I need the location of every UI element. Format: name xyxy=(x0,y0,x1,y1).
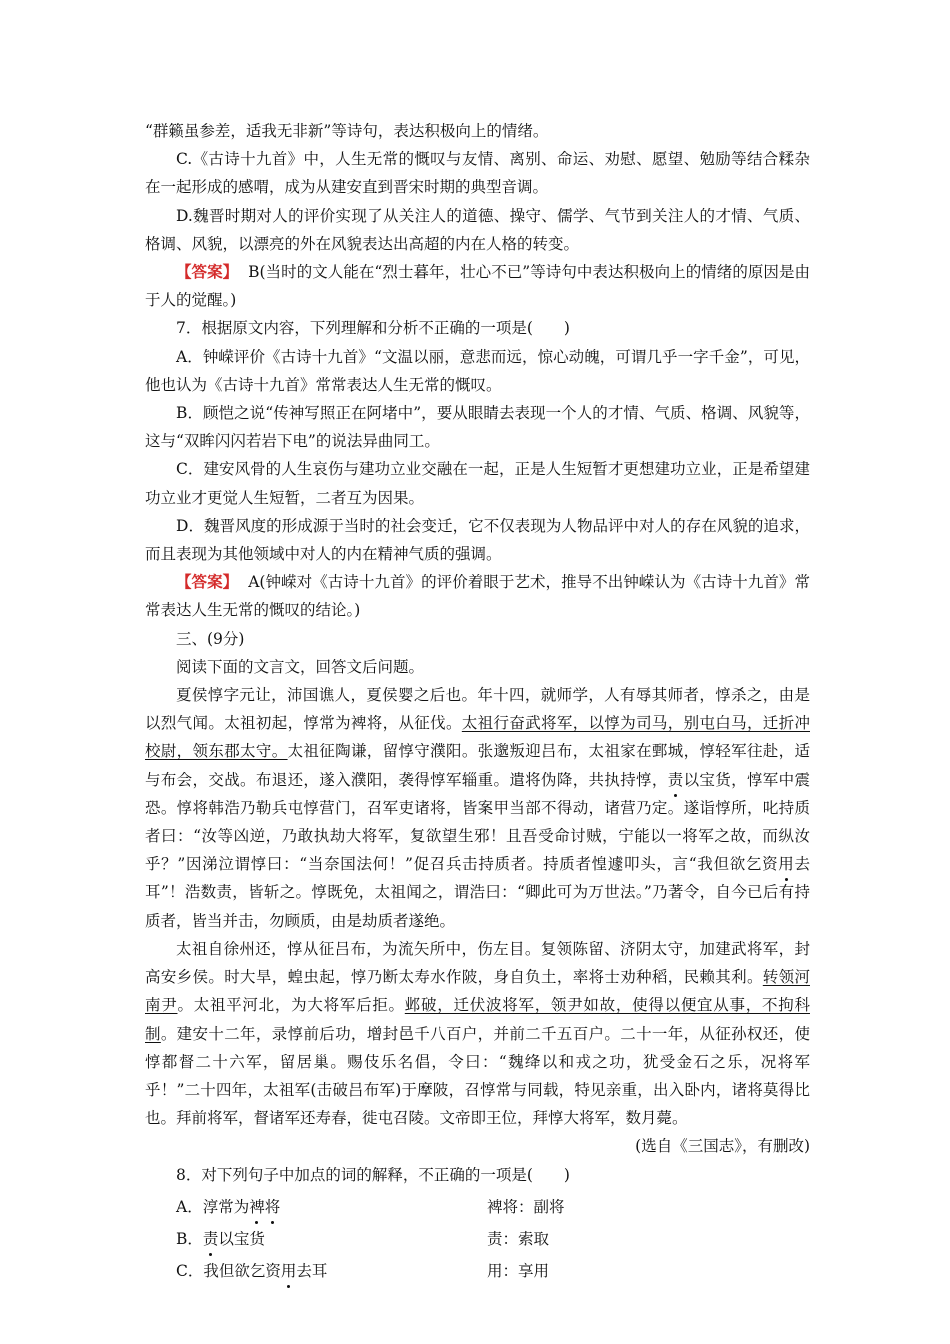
q8-option-explanation: 用：享用 xyxy=(487,1262,550,1281)
answer-text: A(钟嵘对《古诗十九首》的评价着眼于艺术，推导不出钟嵘认为《古诗十九首》常常表达人生无常的慨叹的结论。) xyxy=(145,573,810,620)
answer-6 xyxy=(145,258,810,314)
text-run: 以宝货，惇军中震恐。惇将韩浩乃勒兵屯惇营门，召军吏诸将，皆案甲当部不得动，诸营乃定。遂诣惇所，叱持质者曰：“汝等凶逆，乃敢执劫大将军，复欲望生邪！且吾受命讨贼，宁能以一将军之故，而纵汝乎？”因涕泣谓惇曰：“当奈国法何！”促召兵击持质者。持质者惶遽叩头，言“我但欲乞资 xyxy=(145,770,810,874)
classical-passage-2 xyxy=(145,935,810,1132)
document-page xyxy=(145,117,810,1287)
dotted-word: 将 xyxy=(265,1193,281,1221)
text-run: 。太祖平河北，为大将军后拒。 xyxy=(177,996,405,1015)
text-run: C．我但欲乞资 xyxy=(176,1262,281,1281)
text-run: 去耳”！浩数责，皆斩之。惇既免，太祖闻之，谓浩曰：“卿此可为万世法。”乃著令，自今已后有持质者，皆当并击，勿顾质，由是劫质者遂绝。 xyxy=(145,855,810,930)
option-c: C.《古诗十九首》中，人生无常的慨叹与友情、离别、命运、劝慰、愿望、勉励等结合糅杂在一起形成的感喟，成为从建安直到晋宋时期的典型音调。 xyxy=(145,150,810,197)
text-run: 太祖征陶谦，留惇守濮阳。张邈叛迎吕布，太祖家在鄄城，惇轻军往赴，适与布会，交战。布退还，遂入濮阳，袭得惇军辎重。遣将伪降，共执持惇， xyxy=(145,742,810,789)
dotted-word: 用 xyxy=(778,850,794,878)
question-8: 8．对下列句子中加点的词的解释，不正确的一项是( ) xyxy=(176,1165,570,1184)
q8-option-sentence xyxy=(176,1193,487,1221)
q7-option-d: D．魏晋风度的形成源于当时的社会变迁，它不仅表现为人物品评中对人的存在风貌的追求，而且表现为其他领域中对人的内在精神气质的强调。 xyxy=(145,516,810,564)
text-run: 以宝货 xyxy=(218,1229,265,1248)
text-run: 去耳 xyxy=(296,1262,328,1281)
paragraph: “群籁虽参差，适我无非新”等诗句，表达积极向上的情绪。 xyxy=(145,122,549,140)
text-run: A．淳常为 xyxy=(176,1197,250,1216)
underlined-sentence: 邺破，迁伏波将军，领尹如故，使得以便宜从事，不拘科制 xyxy=(145,996,810,1043)
q7-option-b: B．顾恺之说“传神写照正在阿堵中”，要从眼睛去表现一个人的才情、气质、格调、风貌等，这与“双眸闪闪若岩下电”的说法异曲同工。 xyxy=(145,404,810,451)
q8-option-a xyxy=(145,1193,810,1221)
section-heading: 三、(9分) xyxy=(176,629,245,648)
q8-option-explanation: 责：索取 xyxy=(487,1229,550,1248)
q8-option-sentence xyxy=(176,1225,487,1253)
q8-option-explanation: 裨将：副将 xyxy=(487,1197,565,1216)
answer-label: 【答案】 xyxy=(176,262,239,282)
text-run: B． xyxy=(176,1229,203,1248)
text-run: 。建安十二年，录惇前后功，增封邑千八百户，并前二千五百户。二十一年，从征孙权还，使惇都督二十六军，留居巢。赐伎乐名倡，令曰：“魏绛以和戎之功，犹受金石之乐，况将军乎！”二十四年，太祖军(击破吕布军)于摩陂，召惇常与同载，特见亲重，出入卧内，诸将莫得比也。拜前将军，督诸军还寿春，徙屯召陵。文帝即王位，拜惇大将军，数月薨。 xyxy=(145,1024,810,1128)
classical-passage-1 xyxy=(145,681,810,935)
q8-option-b xyxy=(145,1225,810,1253)
text-run: 夏侯惇字元让，沛国谯人，夏侯婴之后也。年十四，就师学，人有辱其师者，惇杀之，由是以烈气闻。太祖初起，惇常为裨将，从征伐。 xyxy=(145,686,810,733)
q8-option-c xyxy=(145,1257,810,1285)
answer-label: 【答案】 xyxy=(176,572,239,592)
q7-option-a: A．钟嵘评价《古诗十九首》“文温以丽，意悲而远，惊心动魄，可谓几乎一字千金”，可见，他也认为《古诗十九首》常常表达人生无常的慨叹。 xyxy=(145,347,810,394)
q7-option-c: C．建安风骨的人生哀伤与建功立业交融在一起，正是人生短暂才更想建功立业，正是希望建功立业才更觉人生短暂，二者互为因果。 xyxy=(145,460,810,507)
dotted-word: 责 xyxy=(668,766,684,794)
dotted-word: 用 xyxy=(281,1257,297,1285)
source-note: (选自《三国志》，有删改) xyxy=(635,1137,810,1156)
text-run: 太祖自徐州还，惇从征吕布，为流矢所中，伤左目。复领陈留、济阴太守，加建武将军，封高安乡侯。时大旱，蝗虫起，惇乃断太寿水作陂，身自负土，率将士劝种稻，民赖其利。 xyxy=(145,939,810,987)
question-7: 7．根据原文内容，下列理解和分析不正确的一项是( ) xyxy=(176,319,570,338)
q8-option-sentence xyxy=(176,1257,487,1285)
instruction: 阅读下面的文言文，回答文后问题。 xyxy=(176,657,425,676)
answer-7 xyxy=(145,568,810,624)
answer-text: B(当时的文人能在“烈士暮年，壮心不已”等诗句中表达积极向上的情绪的原因是由于人的觉醒。) xyxy=(145,263,810,310)
dotted-word: 裨 xyxy=(249,1193,265,1221)
underlined-sentence: 太祖行奋武将军，以惇为司马，别屯白马，迁折冲校尉，领东郡太守。 xyxy=(145,714,810,761)
underlined-sentence: 转领河南尹 xyxy=(145,968,810,1015)
option-d: D.魏晋时期对人的评价实现了从关注人的道德、操守、儒学、气节到关注人的才情、气质、格调、风貌，以漂亮的外在风貌表达出高超的内在人格的转变。 xyxy=(145,206,810,253)
dotted-word: 责 xyxy=(203,1225,219,1253)
